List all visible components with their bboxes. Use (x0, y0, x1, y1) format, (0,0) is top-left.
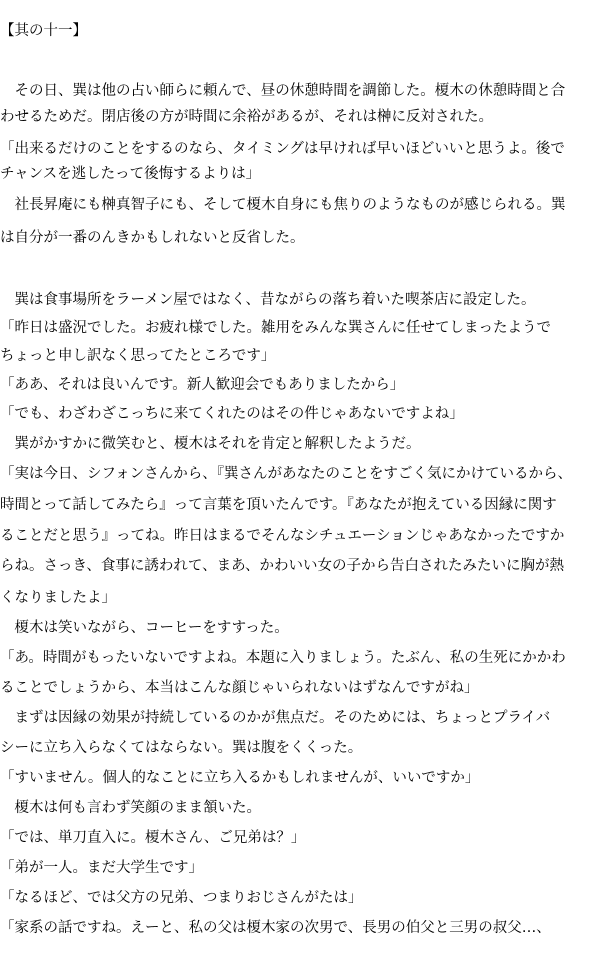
text-line: シーに立ち入らなくてはならない。巽は腹をくくった。 (0, 740, 363, 756)
text-line: 榎木は何も言わず笑顔のまま頷いた。 (0, 800, 261, 816)
text-line: 「ああ、それは良いんです。新人歓迎会でもありましたから」 (0, 377, 405, 393)
text-line: 「弟が一人。まだ大学生です」 (0, 860, 203, 876)
text-line: 社長昇庵にも榊真智子にも、そして榎木自身にも焦りのようなものが感じられる。巽 (0, 197, 566, 213)
text-line: 「あ。時間がもったいないですよね。本題に入りましょう。たぶん、私の生死にかかわ (0, 650, 566, 666)
text-line: わせるためだ。閉店後の方が時間に余裕があるが、それは榊に反対された。 (0, 109, 493, 125)
text-line: 榎木は笑いながら、コーヒーをすすった。 (0, 620, 289, 636)
text-line: ることでしょうから、本当はこんな顔じゃいられないはずなんですがね」 (0, 680, 479, 696)
text-line: くなりましたよ」 (0, 590, 116, 606)
text-line: チャンスを逃したって後悔するよりは」 (0, 166, 261, 182)
text-line: ちょっと申し訳なく思ってたところです」 (0, 348, 276, 364)
text-line: は自分が一番のんきかもしれないと反省した。 (0, 230, 305, 246)
text-line: 「すいません。個人的なことに立ち入るかもしれませんが、いいですか」 (0, 770, 480, 786)
text-line: 巽は食事場所をラーメン屋ではなく、昔ながらの落ち着いた喫茶店に設定した。 (0, 292, 536, 308)
text-line: 「では、単刀直入に。榎木さん、ご兄弟は？」 (0, 830, 306, 846)
text-line: 「昨日は盛況でした。お疲れ様でした。雑用をみんな巽さんに任せてしまったようで (0, 320, 551, 336)
chapter-heading: 【其の十一】 (0, 23, 87, 39)
text-line: ることだと思う』ってね。昨日はまるでそんなシチュエーションじゃあなかったですか (0, 528, 565, 544)
text-line: らね。さっき、食事に誘われて、まあ、かわいい女の子から告白されたみたいに胸が熱 (0, 558, 565, 574)
text-line: 「なるほど、では父方の兄弟、つまりおじさんがたは」 (0, 890, 363, 906)
text-line: 「出来るだけのことをするのなら、タイミングは早ければ早いほどいいと思うよ。後で (0, 141, 565, 157)
text-line: その日、巽は他の占い師らに頼んで、昼の休憩時間を調節した。榎木の休憩時間と合 (0, 83, 566, 99)
text-line: 「実は今日、シフォンさんから、『巽さんがあなたのことをすごく気にかけているから、 (0, 466, 573, 482)
text-line: 「でも、わざわざこっちに来てくれたのはその件じゃあないですよね」 (0, 406, 464, 422)
text-line: 巽がかすかに微笑むと、榎木はそれを肯定と解釈したようだ。 (0, 436, 421, 452)
text-line: 時間とって話してみたら』って言葉を頂いたんです。『あなたが抱えている因縁に関す (0, 497, 557, 513)
text-line: 「家系の話ですね。えーと、私の父は榎木家の次男で、長男の伯父と三男の叔父…、 (0, 920, 551, 936)
text-line: まずは因縁の効果が持続しているのかが焦点だ。そのためには、ちょっとプライバ (0, 710, 551, 726)
